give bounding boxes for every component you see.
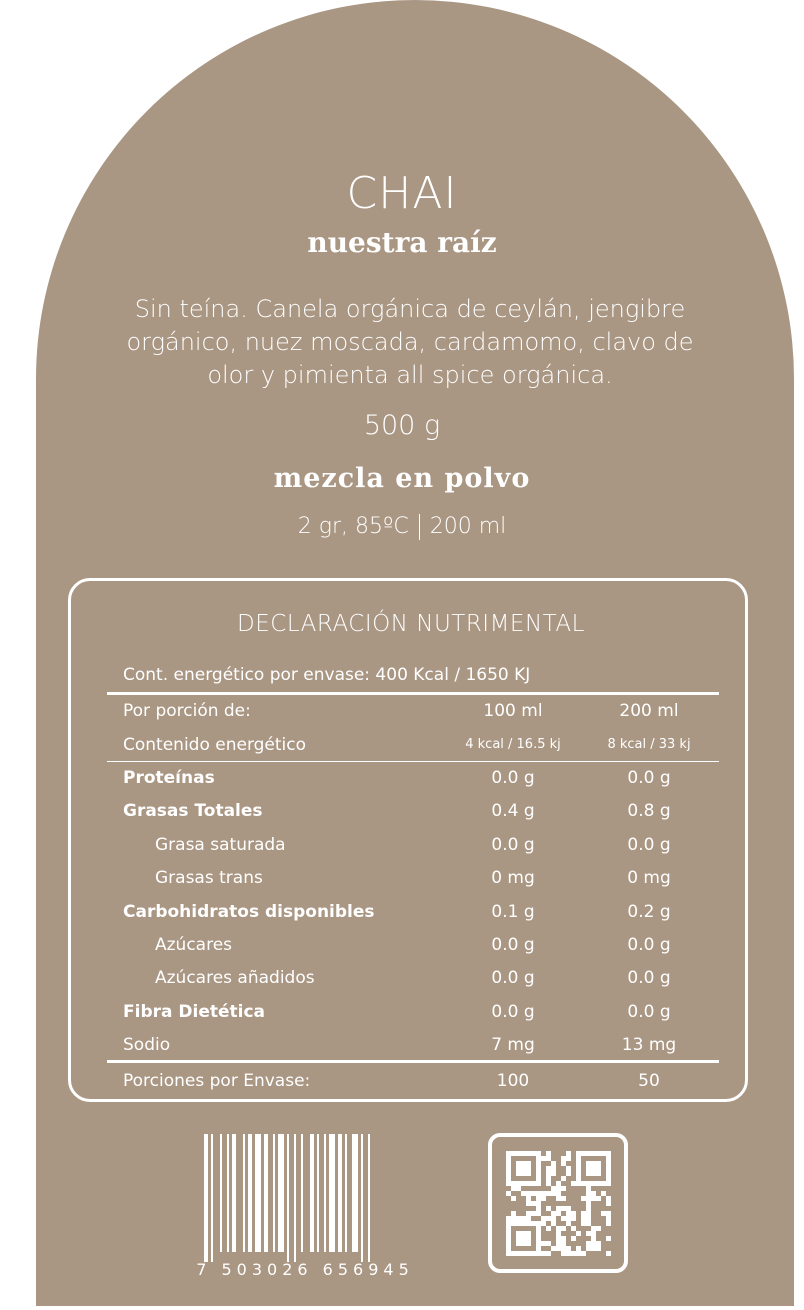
nutrient-value-b: 0.2 g	[627, 902, 671, 922]
energy-label: Contenido energético	[123, 735, 307, 755]
nutrient-label: Carbohidratos disponibles	[123, 902, 375, 922]
portion-b: 200 ml	[619, 701, 679, 721]
nutrient-value-a: 0.4 g	[491, 801, 535, 821]
servings-b: 50	[638, 1071, 660, 1091]
portion-row	[123, 701, 711, 731]
nutrient-label: Grasas trans	[155, 868, 263, 888]
nutrient-value-a: 7 mg	[491, 1035, 535, 1055]
prep-water: 200 ml	[429, 514, 507, 539]
nutrient-value-b: 0.0 g	[627, 968, 671, 988]
nutrient-row	[123, 768, 711, 798]
nutrient-value-a: 0 mg	[491, 868, 535, 888]
nutrient-value-b: 0 mg	[627, 868, 671, 888]
prep-dose: 2 gr, 85ºC	[297, 514, 409, 539]
divider-thin	[107, 761, 719, 762]
nutrient-row	[123, 1002, 711, 1032]
product-name: CHAI	[346, 168, 458, 219]
energy-per-pack: Cont. energético por envase: 400 Kcal / 1650 KJ	[123, 665, 531, 685]
net-weight: 500 g	[363, 410, 441, 441]
nutrient-value-b: 0.0 g	[627, 768, 671, 788]
nutrition-title: DECLARACIÓN NUTRIMENTAL	[237, 611, 585, 637]
nutrient-row	[123, 968, 711, 998]
nutrient-label: Sodio	[123, 1035, 171, 1055]
prep-divider	[419, 514, 420, 540]
nutrient-value-b: 0.8 g	[627, 801, 671, 821]
nutrient-value-a: 0.0 g	[491, 935, 535, 955]
nutrient-row	[123, 868, 711, 898]
nutrient-label: Azúcares	[155, 935, 233, 955]
qr-code-icon	[488, 1133, 628, 1273]
portion-label: Por porción de:	[123, 701, 251, 721]
servings-row	[123, 1071, 711, 1101]
nutrient-value-a: 0.0 g	[491, 968, 535, 988]
servings-a: 100	[496, 1071, 530, 1091]
preparation-instructions	[0, 514, 804, 540]
nutrient-label: Fibra Dietética	[123, 1002, 266, 1022]
nutrient-value-b: 0.0 g	[627, 1002, 671, 1022]
nutrient-value-a: 0.0 g	[491, 835, 535, 855]
nutrient-value-b: 13 mg	[621, 1035, 677, 1055]
energy-per-pack-row	[123, 665, 711, 695]
nutrient-value-a: 0.1 g	[491, 902, 535, 922]
nutrient-row	[123, 835, 711, 865]
energy-b: 8 kcal / 33 kj	[607, 737, 691, 752]
nutrient-label: Proteínas	[123, 768, 215, 788]
nutrient-value-a: 0.0 g	[491, 1002, 535, 1022]
nutrition-panel	[68, 578, 748, 1102]
nutrient-row	[123, 902, 711, 932]
product-format: mezcla en polvo	[273, 463, 531, 494]
barcode-number: 7 503026 656945	[196, 1260, 414, 1279]
nutrient-label: Grasas Totales	[123, 801, 263, 821]
energy-a: 4 kcal / 16.5 kj	[465, 737, 561, 752]
nutrient-value-b: 0.0 g	[627, 935, 671, 955]
servings-label: Porciones por Envase:	[123, 1071, 311, 1091]
nutrient-label: Azúcares añadidos	[155, 968, 315, 988]
product-description: Sin teína. Canela orgánica de ceylán, jengibre orgánico, nuez moscada, cardamomo, clavo de olor y pimienta all spice orgánica.	[126, 295, 694, 389]
divider-thick	[107, 1060, 719, 1063]
nutrient-label: Grasa saturada	[155, 835, 286, 855]
nutrient-row	[123, 935, 711, 965]
nutrient-value-b: 0.0 g	[627, 835, 671, 855]
portion-a: 100 ml	[483, 701, 543, 721]
product-tagline: nuestra raíz	[307, 226, 497, 259]
nutrient-row	[123, 801, 711, 831]
divider-thick	[107, 692, 719, 695]
nutrient-value-a: 0.0 g	[491, 768, 535, 788]
